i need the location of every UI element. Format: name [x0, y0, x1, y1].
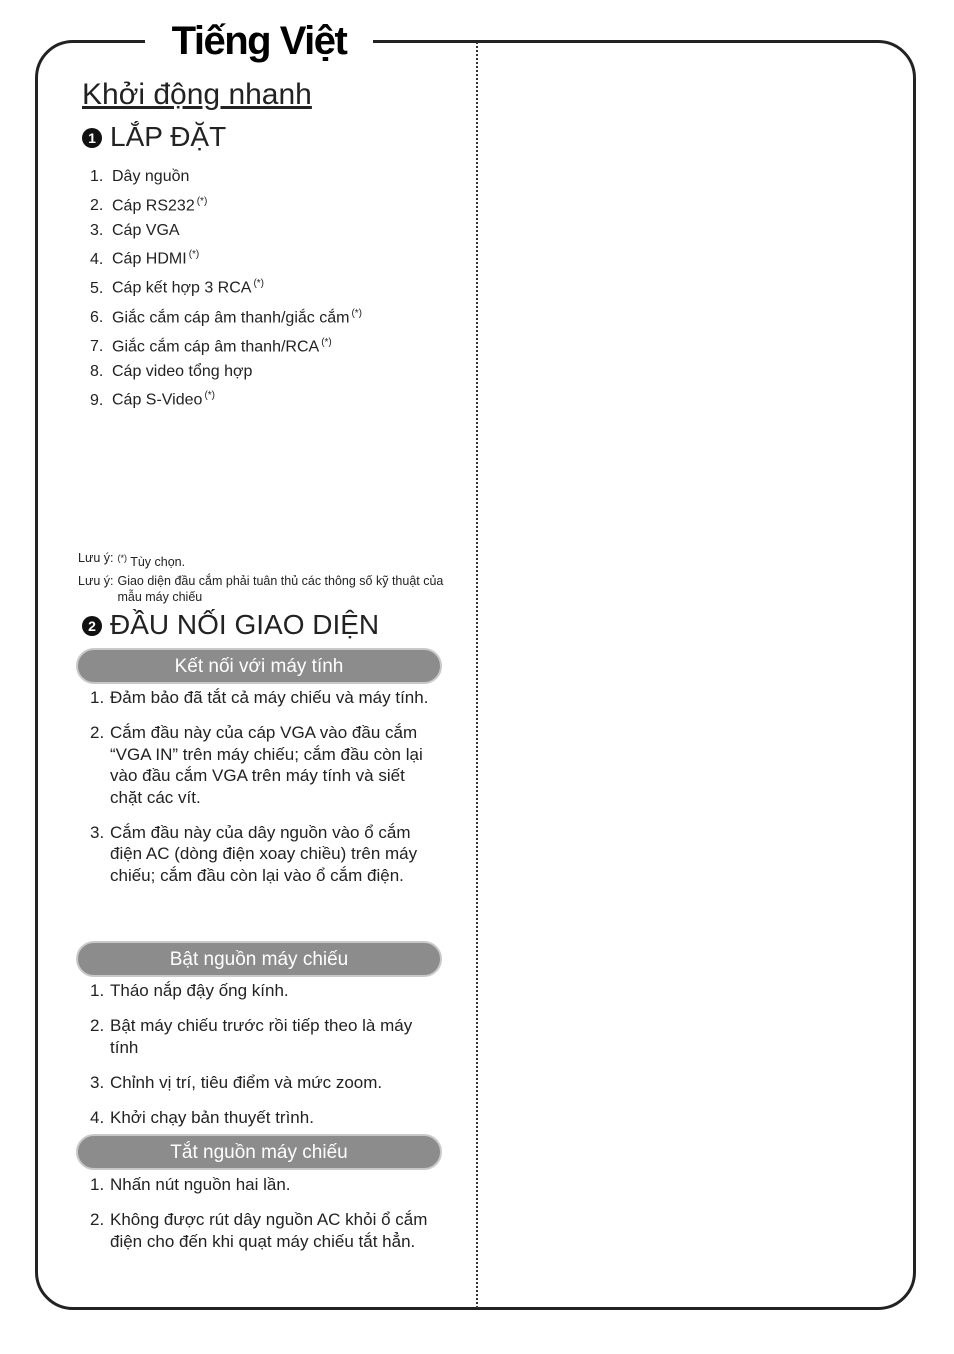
optional-mark: (*) — [188, 249, 200, 261]
optional-mark: (*) — [321, 336, 332, 348]
list-item: 9. Cáp S-Video (*) — [90, 390, 215, 409]
list-item: 4. Khởi chạy bản thuyết trình. — [90, 1107, 314, 1127]
list-item: 2. Bật máy chiếu trước rồi tiếp theo là máy tính — [90, 1016, 413, 1057]
list-item: 3. Chỉnh vị trí, tiêu điểm và mức zoom. — [90, 1072, 383, 1092]
interface-heading-text: ĐẦU NỐI GIAO DIỆN — [110, 609, 380, 640]
list-item: 5. Cáp kết hợp 3 RCA (*) — [90, 278, 265, 297]
connect-steps — [90, 687, 440, 900]
install-notes — [78, 550, 468, 608]
quick-start-title: Khởi động nhanh — [82, 78, 312, 111]
list-item: 2. Không được rút dây nguồn AC khỏi ổ cắm điện cho đến khi quạt máy chiếu tắt hẳn. — [90, 1210, 428, 1251]
optional-mark: (*) — [351, 307, 362, 319]
note-optional: Lưu ý: (*) Tùy chọn. — [78, 551, 186, 570]
power-on-banner: Bật nguồn máy chiếu — [76, 941, 442, 977]
page-title: Tiếng Việt — [171, 19, 347, 63]
list-item: 4. Cáp HDMI (*) — [90, 249, 200, 268]
list-item: 3. Cáp VGA — [90, 221, 180, 239]
optional-mark: (*) — [196, 195, 208, 207]
cable-list — [90, 165, 362, 413]
number-two-icon: 2 — [82, 616, 102, 636]
power-off-banner: Tắt nguồn máy chiếu — [76, 1134, 442, 1170]
optional-mark: (*) — [204, 390, 215, 402]
power-on-steps — [90, 980, 440, 1142]
list-item: 1. Dây nguồn — [90, 168, 190, 185]
interface-heading — [82, 608, 379, 642]
install-heading — [82, 120, 226, 154]
connect-pc-banner: Kết nối với máy tính — [76, 648, 442, 684]
optional-mark: (*) — [253, 278, 265, 290]
list-item: 8. Cáp video tổng hợp — [90, 362, 253, 380]
column-divider — [476, 42, 478, 1308]
list-item: 2. Cắm đầu này của cáp VGA vào đầu cắm “VGA IN” trên máy chiếu; cắm đầu còn lại vào đầu cắm VGA trên máy tính và siết chặt các vít. — [90, 723, 423, 807]
install-heading-text: LẮP ĐẶT — [110, 121, 227, 152]
power-off-steps — [90, 1174, 440, 1266]
note-connector: Lưu ý: Giao diện đầu cắm phải tuân thủ các thông số kỹ thuật của mẫu máy chiếu — [78, 574, 444, 605]
list-item: 6. Giắc cắm cáp âm thanh/giắc cắm (*) — [90, 307, 362, 326]
list-item: 7. Giắc cắm cáp âm thanh/RCA (*) — [90, 336, 332, 355]
list-item: 1. Nhấn nút nguồn hai lần. — [90, 1175, 291, 1194]
list-item: 3. Cắm đầu này của dây nguồn vào ổ cắm điện AC (dòng điện xoay chiều) trên máy chiếu; cắm đầu còn lại vào ổ cắm điện. — [90, 822, 418, 885]
list-item: 1. Tháo nắp đậy ống kính. — [90, 981, 289, 1000]
list-item: 1. Đảm bảo đã tắt cả máy chiếu và máy tính. — [90, 688, 429, 707]
list-item: 2. Cáp RS232 (*) — [90, 195, 208, 215]
number-one-icon: 1 — [82, 128, 102, 148]
